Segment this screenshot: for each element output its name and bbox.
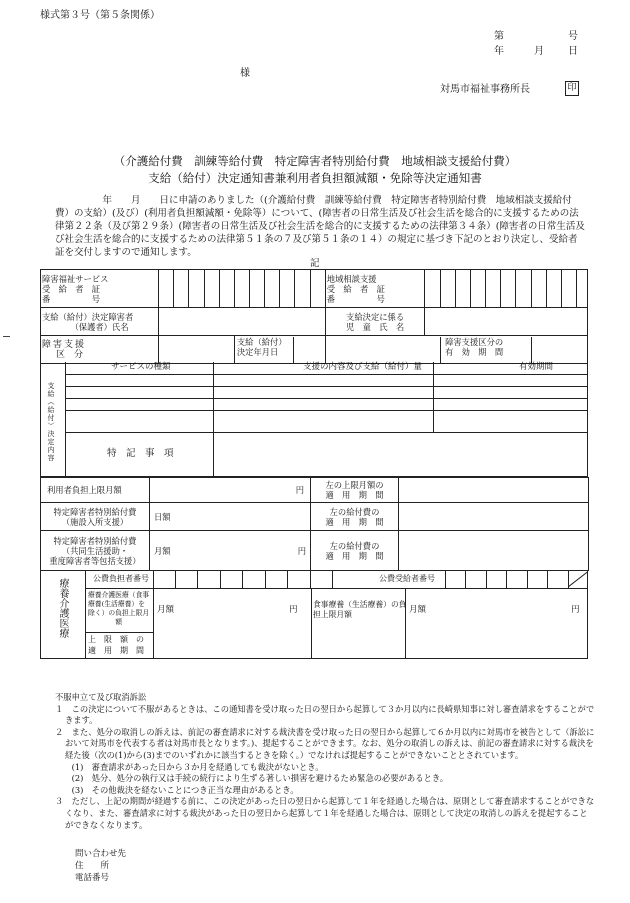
public-payer-label: 公費負担者番号 (93, 574, 149, 583)
limit-period-label: 左の上限月額の 適 用 期 間 (311, 478, 399, 503)
form-number: 様式第３号（第５条関係） (40, 10, 160, 21)
public-payer-digits[interactable] (153, 570, 333, 588)
digit-cell[interactable] (295, 270, 310, 308)
meal-cost-label: 食事療養（生活療養）の負 担上限月額 (313, 600, 407, 619)
digit-cell[interactable] (455, 270, 470, 308)
contact-phone-label: 電話番号 (75, 873, 110, 883)
benefit-period-field-2[interactable] (399, 531, 589, 571)
special-notes-label: 特 記 事 項 (107, 448, 174, 459)
digit-cell[interactable] (159, 270, 174, 308)
note-item-2-2: (2) 処分、処分の執行又は手続の続行により生ずる著しい損害を避けるため緊急の必要があるとき。 (71, 773, 449, 784)
note-item-3: ３ ただし、上記の期間が経過する前に、この決定があった日の翌日から起算して１年を経過した場合は、原則として審査請求することができなくなり、また、審査請求に対する裁決があった日の翌日から起算して１年を経過した場合は、原則として決定の取消しの訴えを提起することができなくなります。 (55, 796, 595, 830)
medical-yen: 円 (289, 605, 298, 615)
doc-number-suffix: 号 (568, 31, 578, 42)
digit-cell[interactable] (440, 270, 455, 308)
col-divider (311, 588, 312, 658)
monthly-amount-field[interactable]: 月額 円 (150, 531, 311, 571)
benefit-period-field[interactable] (399, 503, 589, 531)
medical-cost-limit-label: 療養介護医療（食事 療養(生活療養）を 除く）の負担上限月 額 (88, 591, 150, 626)
digit-cell[interactable] (531, 270, 546, 308)
medical-care-label: 療養介護医療 (57, 578, 68, 638)
doc-number-prefix: 第 (494, 31, 504, 42)
contact-heading: 問い合わせ先 (75, 849, 127, 859)
body-paragraph: 年 月 日に申請のありました（(介護給付費 訓練等給付費 特定障害者特別給付費 地域相談支援給付費）の支給）(及び）(利用者負担額減額・免除等）について、(障害者の日常生活及び社会生活を総合的に支援するための法律第２２条（及び第２９条）(障害者の日常生活及び社会生活を総合的に支援するための法律第３４条）(障害者の日常生活及び社会生活を総合的に支援するための法律第５１条の７及び第５１条の１４）の規定に基づき下記のとおり決定し、受給者証を交付しますので通知します。 (55, 195, 585, 258)
decision-form (40, 269, 588, 364)
support-category-field[interactable] (159, 336, 235, 364)
digit-cell[interactable] (576, 270, 587, 308)
col-divider (405, 588, 406, 658)
limit-amount-field[interactable]: 円 (150, 478, 311, 503)
service-cert-label: 障害福祉サービス 受 給 者 証 番 号 (41, 270, 159, 308)
community-cert-label: 地域相談支援 受 給 者 証 番 号 (325, 270, 425, 308)
contact-block (75, 848, 126, 884)
digit-cell[interactable] (425, 270, 440, 308)
col-divider-2 (433, 362, 434, 432)
row-divider (85, 588, 588, 589)
medical-monthly-label: 月額 (157, 605, 175, 615)
tokutei-group-label: 特定障害者特別給付費 （共同生活援助・ 重度障害者等包括支援） (41, 531, 150, 571)
meal-yen: 円 (571, 605, 580, 615)
validity-header: 有効期間 (519, 362, 554, 372)
category-validity-label: 障害支援区分の 有 効 期 間 (440, 336, 587, 364)
row-divider (65, 432, 588, 433)
note-item-2: ２ また、処分の取消しの訴えは、前記の審査請求に対する裁決書を受け取った日の翌日から起算して６か月以内に対馬市を被告として（訴訟において対馬市を代表する者は対馬市長となります。)、提起することができます。なお、処分の取消しの訴えは、前記の審査請求に対する裁決を経た後（次の(1)から(3)までのいずれかに該当するときを除く。）でなければ提起することができないこととされています。 (55, 726, 595, 760)
digit-cell[interactable] (561, 270, 576, 308)
meal-monthly-label: 月額 (409, 605, 427, 615)
ki-heading: 記 (310, 258, 320, 269)
appeal-notes (55, 692, 595, 831)
daily-amount-field[interactable]: 日額 (150, 503, 311, 531)
medical-care-label-cell (41, 570, 86, 658)
recipient-name-field[interactable] (159, 308, 326, 336)
tokutei-facility-label: 特定障害者特別給付費 （施設入所支援） (41, 503, 150, 531)
category-validity-field[interactable] (532, 337, 587, 363)
row-divider (65, 398, 588, 399)
digit-cell[interactable] (470, 270, 485, 308)
digit-cell[interactable] (516, 270, 531, 308)
digit-cell[interactable] (310, 270, 325, 308)
note-item-1: １ この決定について不服があるときは、この通知書を受け取った日の翌日から起算して３か月以内に長崎県知事に対し審査請求をすることができます。 (55, 703, 595, 726)
date-day: 日 (568, 46, 578, 57)
digit-cell[interactable] (219, 270, 234, 308)
category-period-spacer (325, 336, 440, 364)
digit-cell[interactable] (174, 270, 189, 308)
note-item-2-1: (1) 審査請求があった日から３か月を経過しても裁決がないとき。 (71, 761, 324, 772)
limit-period-field[interactable] (399, 478, 589, 503)
title-line2: 支給（給付）決定通知書兼利用者負担額減額・免除等決定通知書 (148, 171, 482, 185)
public-recipient-label: 公費受給者番号 (379, 574, 435, 583)
row-divider (65, 410, 588, 411)
issuer-name: 対馬市福祉事務所長 (440, 84, 530, 95)
digit-cell[interactable] (250, 270, 265, 308)
service-type-header: サービスの種類 (111, 362, 171, 372)
digit-cell[interactable] (204, 270, 219, 308)
side-label: 支給（給付）決定内容 (47, 382, 55, 462)
col-divider-1 (213, 362, 214, 477)
digit-cell[interactable] (189, 270, 204, 308)
row-divider (85, 632, 153, 633)
child-name-label: 支給決定に係る 児 童 氏 名 (325, 308, 425, 336)
date-month: 月 (534, 46, 544, 57)
date-year: 年 (494, 46, 504, 57)
digit-cell[interactable] (265, 270, 280, 308)
limit-label: 利用者負担上限月額 (41, 478, 150, 503)
addressee-suffix: 様 (240, 68, 250, 79)
limit-period-label-2: 上 限 額 の 適 用 期 間 (88, 635, 144, 655)
digit-cell[interactable] (501, 270, 516, 308)
digit-cell[interactable] (546, 270, 561, 308)
side-label-cell (41, 362, 66, 477)
service-content-block (40, 362, 588, 477)
margin-mark (3, 336, 10, 337)
support-category-label: 障害支援 区 分 (41, 336, 159, 364)
public-recipient-digits[interactable] (445, 570, 588, 588)
decision-date-label: 支給（給付） 決定年月日 (234, 336, 325, 364)
row-divider (65, 386, 588, 387)
title-line1: （介護給付費 訓練等給付費 特定障害者特別給付費 地域相談支援給付費） (113, 154, 517, 168)
benefit-period-label-2: 左の給付費の 適 用 期 間 (311, 531, 399, 571)
benefit-period-label: 左の給付費の 適 用 期 間 (311, 503, 399, 531)
digit-cell[interactable] (234, 270, 249, 308)
medical-care-block (40, 570, 588, 659)
contact-address-label: 住 所 (75, 861, 110, 871)
digit-cell[interactable] (280, 270, 295, 308)
recipient-name-label: 支給（給付）決定障害者 （保護者）氏名 (41, 308, 159, 336)
seal-box: 印 (565, 81, 579, 96)
cost-limit-form (40, 477, 589, 571)
note-item-2-3: (3) その他裁決を経ないことにつき正当な理由があるとき。 (71, 784, 299, 795)
decision-date-field[interactable] (294, 337, 325, 363)
service-content-header: 支援の内容及び支給（給付）量 (303, 362, 423, 372)
notes-heading: 不服申立て及び取消訴訟 (55, 692, 147, 702)
child-name-field[interactable] (425, 308, 588, 336)
digit-cell[interactable] (486, 270, 501, 308)
